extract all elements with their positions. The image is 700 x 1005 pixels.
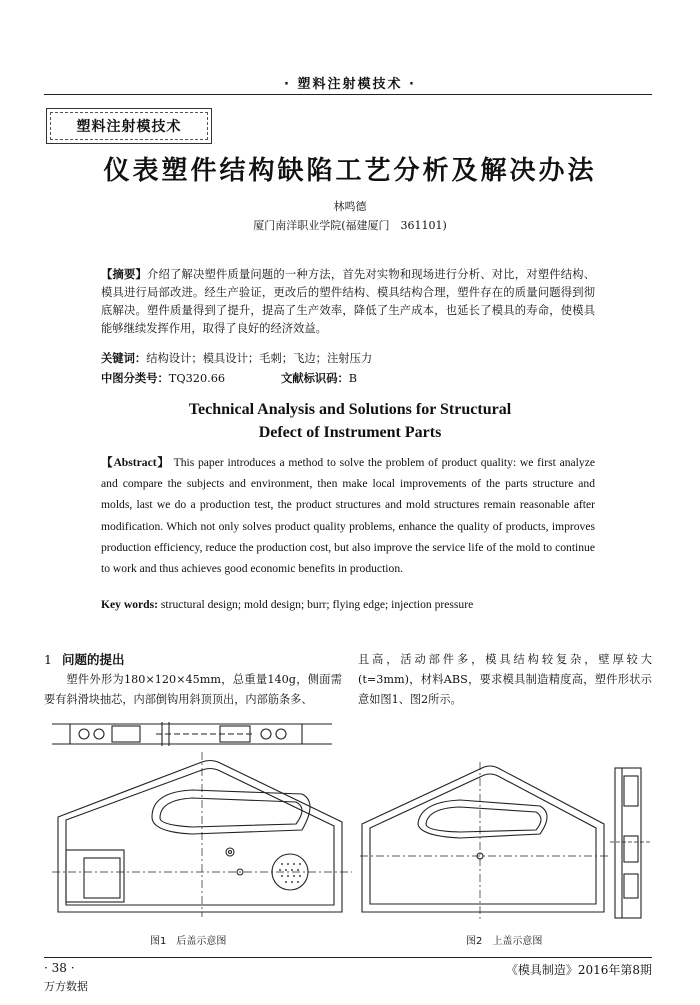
section-tag-label: 塑料注射模技术: [50, 112, 208, 140]
title-en-line-1: Technical Analysis and Solutions for Structural: [188, 401, 512, 418]
abstract-cn-label: 【摘要】: [101, 268, 147, 281]
article-title-cn: 仪表塑件结构缺陷工艺分析及解决办法: [103, 156, 597, 186]
keywords-cn-label: 关键词：: [101, 352, 147, 365]
journal-issue: 《模具制造》2016年第8期: [505, 963, 652, 977]
section-number: 1: [44, 652, 52, 667]
doc-code: [281, 370, 357, 386]
figure-2-drawing: [360, 762, 660, 932]
affiliation: 厦门南洋职业学院(福建厦门 361101): [253, 219, 447, 232]
section-heading: [44, 650, 124, 668]
figure-1-drawing: [52, 722, 372, 927]
section-title: 问题的提出: [61, 652, 125, 667]
abstract-cn: [101, 266, 595, 338]
keywords-en: [101, 598, 595, 611]
doc-code-label: 文献标识码：: [281, 372, 349, 385]
footer-rule: [44, 957, 652, 958]
classification-line: [101, 370, 595, 386]
keywords-cn: [101, 350, 595, 366]
database-watermark: 万方数据: [44, 980, 88, 993]
clc-code: TQ320.66: [168, 372, 226, 385]
page-number: · 38 ·: [44, 961, 75, 975]
keywords-en-label: Key words:: [101, 598, 158, 611]
keywords-cn-text: 结构设计；模具设计；毛刺；飞边；注射压力: [146, 352, 373, 365]
header-rule: [44, 94, 652, 95]
abstract-en-text: This paper introduces a method to solve the problem of product quality: we first analyze and compare the subjects and environment, then make local improvements of the parts structure and molds, last we do a production test, the product structures and mold structures remain reasonable after modification. Which not only solves product quality problems, enhance the quality of products, improves production efficiency, reduce the production cost, but also improve the service life of the mold to continue to work and thus achieves good economic benefits in production.: [101, 456, 595, 576]
running-header: · 塑料注射模技术 ·: [284, 77, 416, 92]
abstract-en-label: 【Abstract】: [101, 456, 170, 469]
clc-label: 中图分类号：: [101, 372, 169, 385]
abstract-en: [101, 452, 595, 579]
left-column-text: 塑件外形为180×120×45mm，总重量140g，侧面需要有斜滑块抽芯，内部倒钩用斜顶顶出，内部筋条多、: [44, 673, 342, 706]
doc-code-value: B: [348, 372, 358, 385]
section-tag: [46, 108, 212, 144]
abstract-cn-text: 介绍了解决塑件质量问题的一种方法，首先对实物和现场进行分析、对比，对塑件结构、模具进行局部改进。经生产验证，更改后的塑件结构、模具结构合理，塑件存在的质量问题得到彻底解决。塑件质量得到了提升，提高了生产效率，降低了生产成本，也延长了模具的寿命，使模具能够继续发挥作用，取得了良好的经济效益。: [101, 268, 595, 335]
figure-1-caption: 图1 后盖示意图: [150, 936, 227, 947]
right-column-text: 且高，活动部件多，模具结构较复杂，壁厚较大(t=3mm)，材料ABS，要求模具制造精度高，塑件形状示意如图1、图2所示。: [358, 653, 652, 706]
article-title-en: [0, 398, 700, 444]
keywords-en-text: structural design; mold design; burr; flying edge; injection pressure: [160, 598, 474, 611]
title-en-line-2: Defect of Instrument Parts: [258, 424, 442, 441]
author: 林鸣德: [333, 200, 367, 213]
figure-2-caption: 图2 上盖示意图: [466, 936, 543, 947]
